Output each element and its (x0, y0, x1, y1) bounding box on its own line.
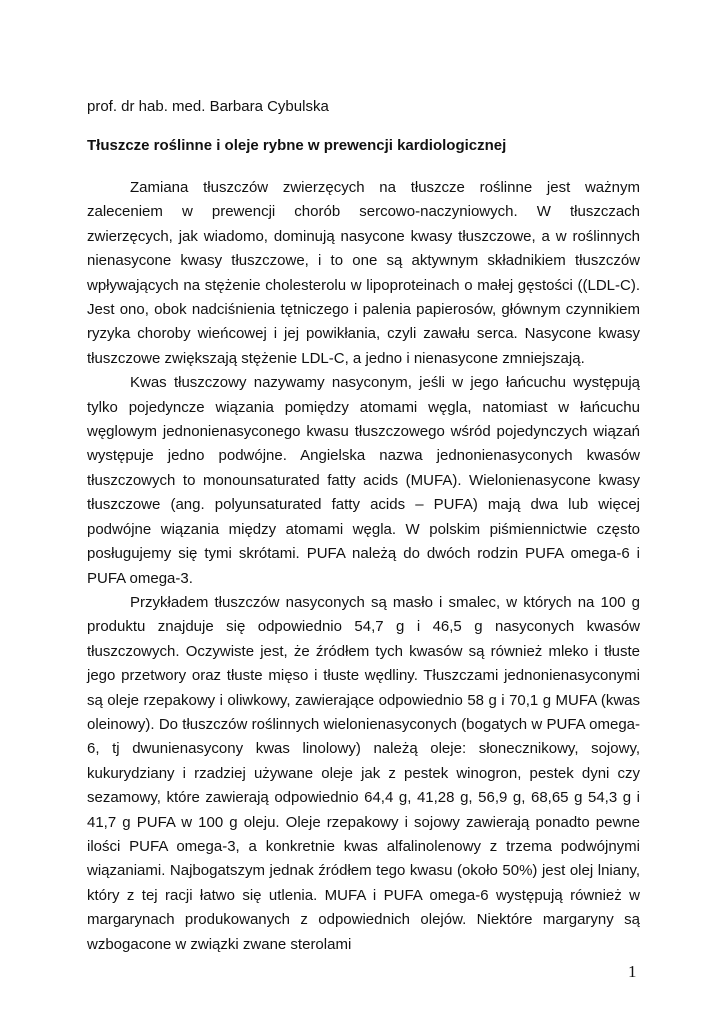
page-number: 1 (628, 962, 637, 981)
paragraph: Zamiana tłuszczów zwierzęcych na tłuszcze roślinne jest ważnym zaleceniem w prewencji chorób sercowo-naczyniowych. W tłuszczach zwierzęcych, jak wiadomo, dominują nasycone kwasy tłuszczowe, a w roślinnych nienasycone kwasy tłuszczowe, i to one są aktywnym składnikiem tłuszczów wpływających na stężenie cholesterolu w lipoproteinach o małej gęstości ((LDL-C). Jest ono, obok nadciśnienia tętniczego i palenia papierosów, głównym czynnikiem ryzyka choroby wieńcowej i jej powikłania, czyli zawału serca. Nasycone kwasy tłuszczowe zwiększają stężenie LDL-C, a jedno i nienasycone zmniejszają. (87, 179, 640, 367)
paragraph: Kwas tłuszczowy nazywamy nasyconym, jeśli w jego łańcuchu występują tylko pojedyncze wiązania pomiędzy atomami węgla, natomiast w łańcuchu węglowym jednonienasyconego kwasu tłuszczowego wśród pojedynczych wiązań występuje jedno podwójne. Angielska nazwa jednonienasyconych kwasów tłuszczowych to monounsaturated fatty acids (MUFA). Wielonienasycone kwasy tłuszczowe (ang. polyunsaturated fatty acids – PUFA) mają dwa lub więcej podwójne wiązania między atomami węgla. W polskim piśmiennictwie często posługujemy się tymi skrótami. PUFA należą do dwóch rodzin PUFA omega-6 i PUFA omega-3. (87, 374, 640, 587)
paragraph: Przykładem tłuszczów nasyconych są masło i smalec, w których na 100 g produktu znajduje się odpowiednio 54,7 g i 46,5 g nasyconych kwasów tłuszczowych. Oczywiste jest, że źródłem tych kwasów są również mleko i tłuste jego przetwory oraz tłuste mięso i tłuste wędliny. Tłuszczami jednonienasyconymi są oleje rzepakowy i oliwkowy, zawierające odpowiednio 58 g i 70,1 g MUFA (kwas oleinowy). Do tłuszczów roślinnych wielonienasyconych (bogatych w PUFA omega-6, tj dwunienasycony kwas linolowy) należą oleje: słonecznikowy, sojowy, kukurydziany i rzadziej używane oleje jak z pestek winogron, pestek dyni czy sezamowy, które zawierają odpowiednio 64,4 g, 41,28 g, 56,9 g, 68,65 g 54,3 g i 41,7 g PUFA w 100 g oleju. Oleje rzepakowy i sojowy zawierają ponadto pewne ilości PUFA omega-3, a konkretnie kwas alfalinolenowy z trzema podwójnymi wiązaniami. Najbogatszym jednak źródłem tego kwasu (około 50%) jest olej lniany, który z tej racji łatwo się utlenia. MUFA i PUFA omega-6 występują również w margarynach produkowanych z odpowiednich olejów. Niektóre margaryny są wzbogacone w związki zwane sterolami (87, 593, 640, 953)
author-line: prof. dr hab. med. Barbara Cybulska (87, 98, 329, 115)
document-title: Tłuszcze roślinne i oleje rybne w prewencji kardiologicznej (87, 137, 507, 154)
body-text (87, 176, 640, 957)
